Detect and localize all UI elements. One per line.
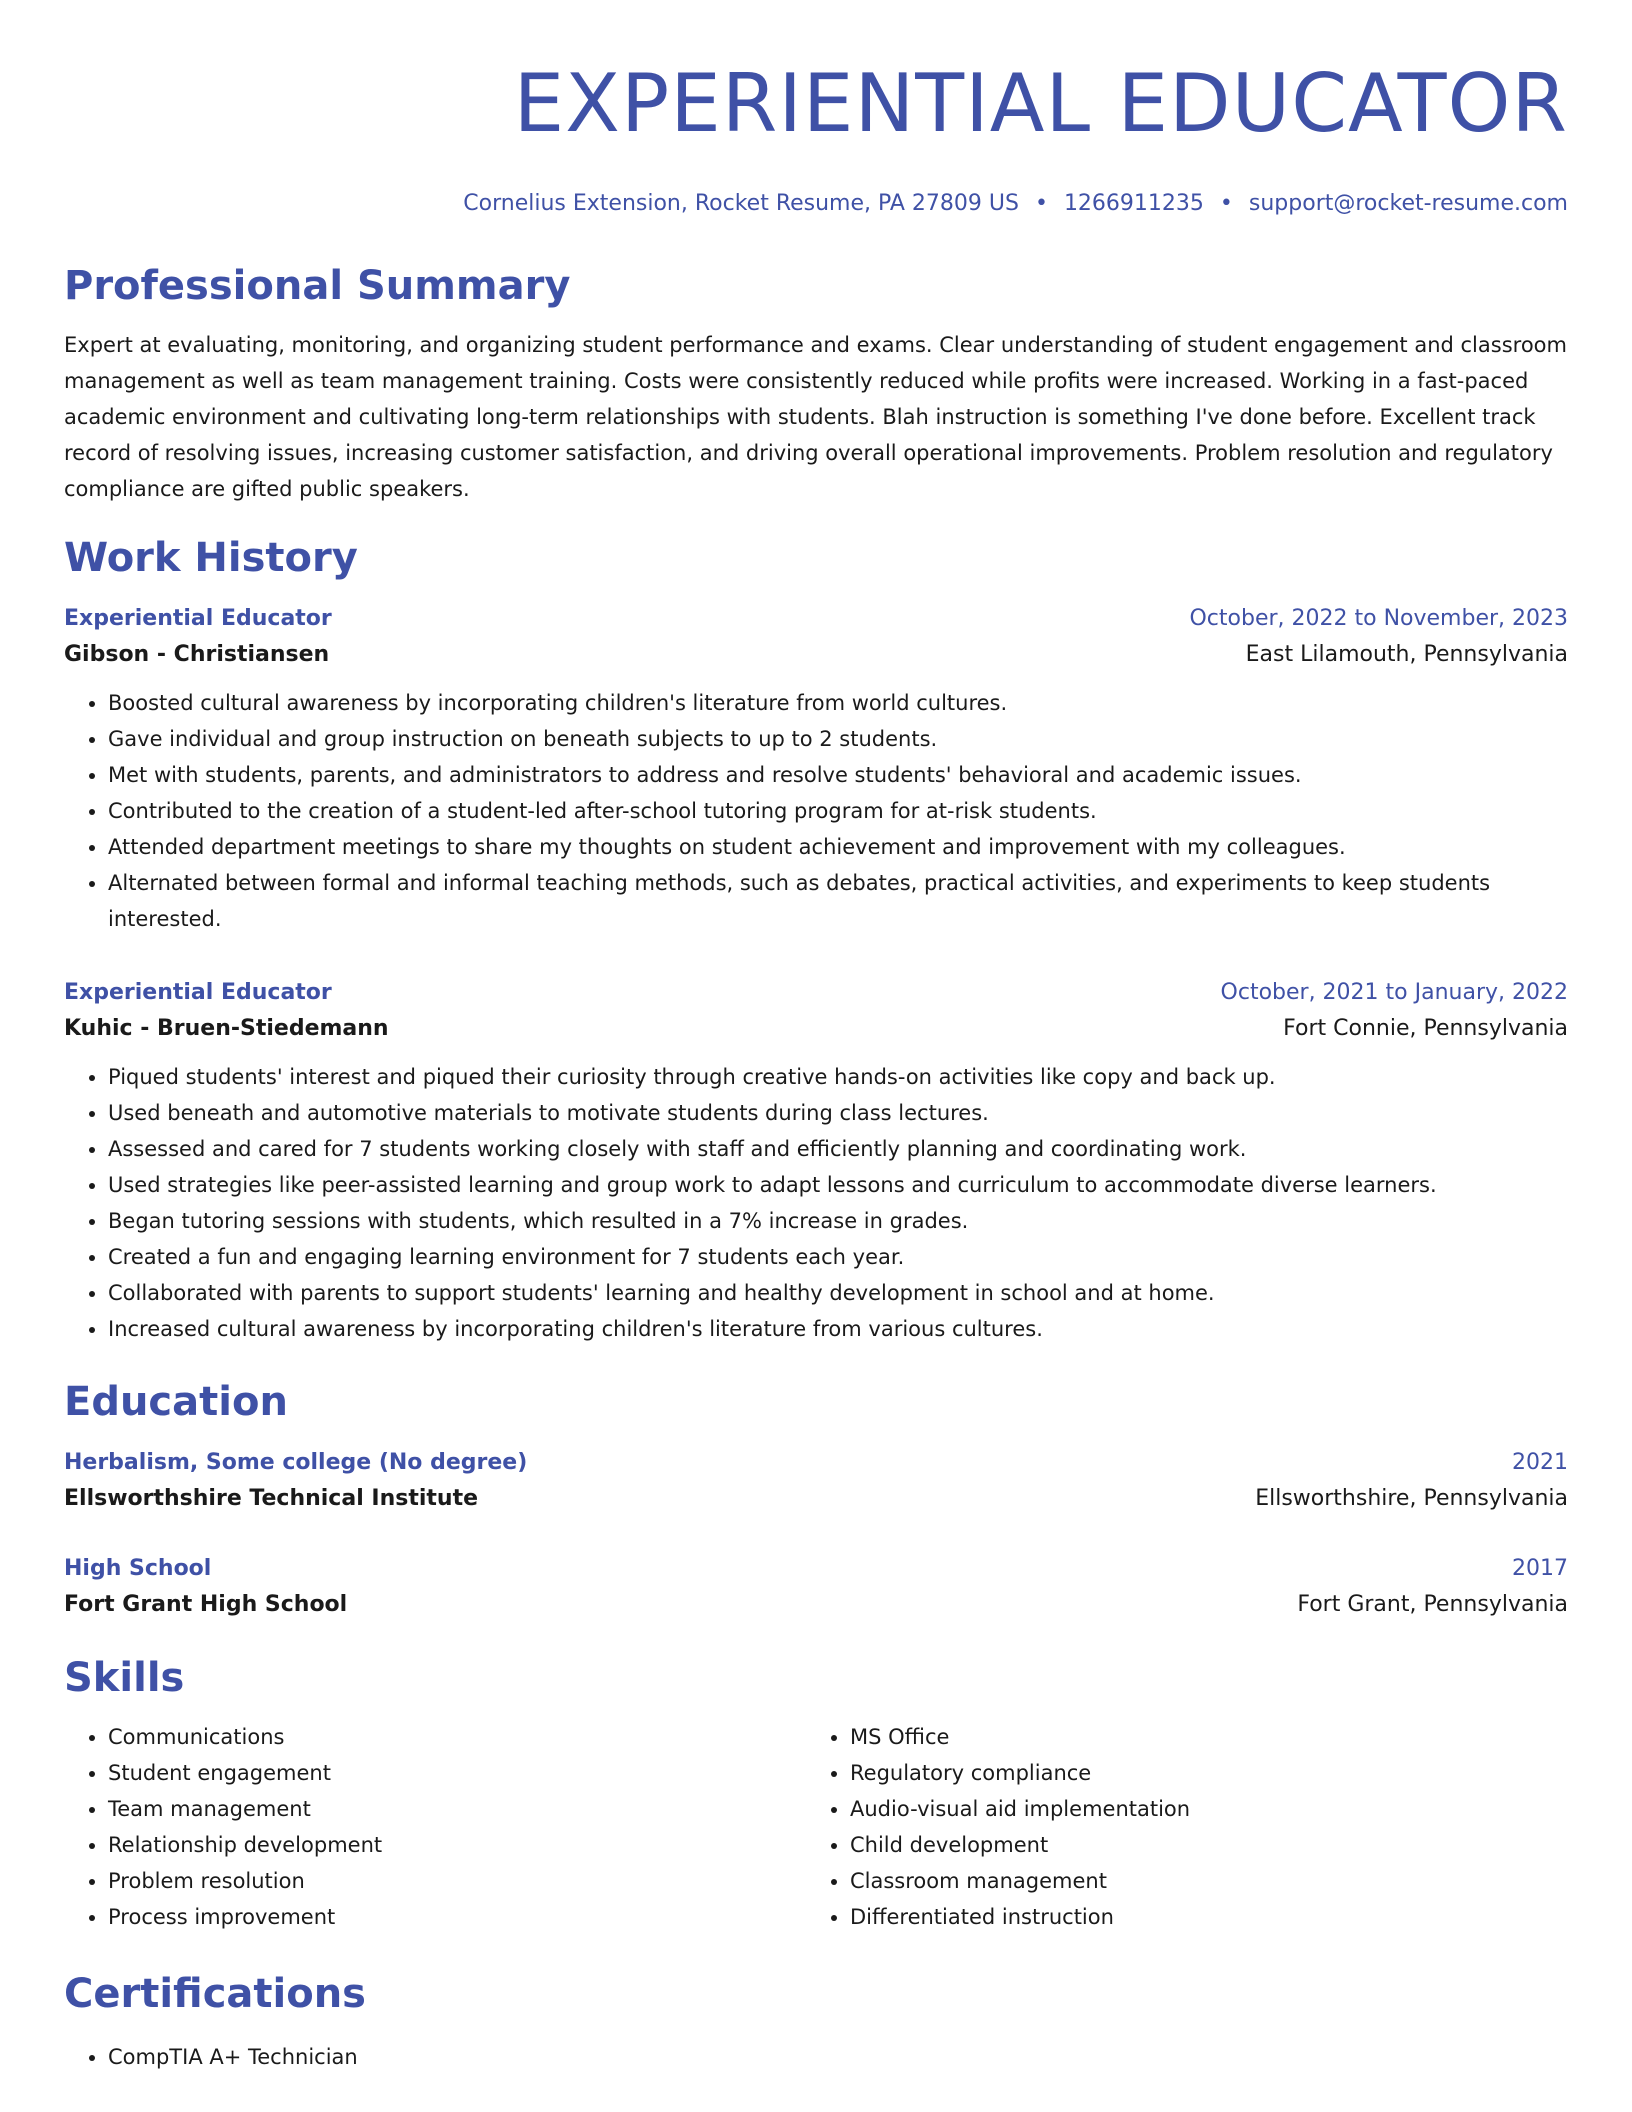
contact-address: Cornelius Extension, Rocket Resume, PA 27809 US: [463, 191, 1019, 216]
contact-phone: 1266911235: [1063, 191, 1204, 216]
education-location: Fort Grant, Pennsylvania: [1297, 1592, 1568, 1617]
job-bullet: • Attended department meetings to share my thoughts on student achievement and improvement with my colleagues.: [108, 829, 1568, 865]
job-bullet: • Used beneath and automotive materials to motivate students during class lectures.: [108, 1095, 1568, 1131]
summary-text: Expert at evaluating, monitoring, and organizing student performance and exams. Clear understanding of student engagement and classroom management as well as team management training. Costs were consistently reduced while profits were increased. Working in a fast-paced academic environment and cultivating long-term relationships with students. Blah instruction is something I've done before. Excellent track record of resolving issues, increasing customer satisfaction, and driving overall operational improvements. Problem resolution and regulatory compliance are gifted public speakers.: [64, 333, 1567, 501]
skill-item: • Process improvement: [108, 1899, 806, 1935]
job-bullet: • Met with students, parents, and administrators to address and resolve students' behavioral and academic issues.: [108, 757, 1568, 793]
skill-item: • Classroom management: [850, 1863, 1548, 1899]
job-location: East Lilamouth, Pennsylvania: [1245, 642, 1568, 667]
job-bullet-list: [64, 685, 1568, 937]
job-header-row: [64, 975, 1568, 1011]
education-entry: [64, 1445, 1568, 1517]
education-school: Ellsworthshire Technical Institute: [64, 1486, 479, 1511]
job-dates: October, 2022 to November, 2023: [1189, 606, 1568, 631]
certification-item: • CompTIA A+ Technician: [108, 2039, 1568, 2075]
job-dates: October, 2021 to January, 2022: [1220, 980, 1568, 1005]
education-location: Ellsworthshire, Pennsylvania: [1255, 1486, 1568, 1511]
job-bullet: • Used strategies like peer-assisted learning and group work to adapt lessons and curriculum to accommodate diverse learners.: [108, 1167, 1568, 1203]
skill-item: • Team management: [108, 1791, 806, 1827]
section-title-work-history: Work History: [64, 535, 358, 581]
contact-separator: •: [1034, 191, 1048, 216]
certifications-list: [64, 2039, 1568, 2075]
contact-separator: •: [1219, 191, 1233, 216]
skill-item: • Child development: [850, 1827, 1548, 1863]
job-bullet: • Contributed to the creation of a student-led after-school tutoring program for at-risk students.: [108, 793, 1568, 829]
skills-list-left: [64, 1719, 806, 1935]
job-header-row: [64, 601, 1568, 637]
section-title-summary: Professional Summary: [64, 263, 571, 309]
skill-item: • MS Office: [850, 1719, 1548, 1755]
contact-line: [64, 189, 1568, 219]
job-bullet: • Boosted cultural awareness by incorporating children's literature from world cultures.: [108, 685, 1568, 721]
job-bullet: • Piqued students' interest and piqued their curiosity through creative hands-on activities like copy and back up.: [108, 1059, 1568, 1095]
education-school: Fort Grant High School: [64, 1592, 348, 1617]
job-entry: [64, 601, 1568, 937]
education-degree: Herbalism, Some college (No degree): [64, 1450, 528, 1475]
skill-item: • Differentiated instruction: [850, 1899, 1548, 1935]
job-title: Experiential Educator: [64, 606, 332, 631]
job-bullet: • Created a fun and engaging learning environment for 7 students each year.: [108, 1239, 1568, 1275]
job-bullet: • Alternated between formal and informal teaching methods, such as debates, practical activities, and experiments to keep students interested.: [108, 865, 1568, 937]
skill-item: • Audio-visual aid implementation: [850, 1791, 1548, 1827]
education-entry: [64, 1551, 1568, 1623]
job-employer: Kuhic - Bruen-Stiedemann: [64, 1016, 389, 1041]
education-header-row: [64, 1551, 1568, 1587]
job-bullet: • Collaborated with parents to support students' learning and healthy development in school and at home.: [108, 1275, 1568, 1311]
resume-name-heading: EXPERIENTIAL EDUCATOR: [513, 57, 1568, 150]
job-employer: Gibson - Christiansen: [64, 642, 330, 667]
education-school-row: [64, 1587, 1568, 1623]
section-title-certifications: Certifications: [64, 1971, 366, 2017]
job-entry: [64, 975, 1568, 1347]
skill-item: • Relationship development: [108, 1827, 806, 1863]
job-title: Experiential Educator: [64, 980, 332, 1005]
job-bullet: • Assessed and cared for 7 students working closely with staff and efficiently planning and coordinating work.: [108, 1131, 1568, 1167]
contact-email[interactable]: support@rocket-resume.com: [1248, 191, 1568, 216]
skill-item: • Student engagement: [108, 1755, 806, 1791]
education-year: 2017: [1512, 1556, 1568, 1581]
section-title-education: Education: [64, 1379, 288, 1425]
job-employer-row: [64, 637, 1568, 673]
section-title-skills: Skills: [64, 1655, 185, 1701]
skill-item: • Regulatory compliance: [850, 1755, 1548, 1791]
skills-list-right: [806, 1719, 1548, 1935]
job-location: Fort Connie, Pennsylvania: [1283, 1016, 1568, 1041]
job-employer-row: [64, 1011, 1568, 1047]
job-bullet-list: [64, 1059, 1568, 1347]
job-bullet: • Increased cultural awareness by incorporating children's literature from various cultures.: [108, 1311, 1568, 1347]
resume-page: [64, 0, 1568, 2075]
job-bullet: • Gave individual and group instruction on beneath subjects to up to 2 students.: [108, 721, 1568, 757]
education-header-row: [64, 1445, 1568, 1481]
education-year: 2021: [1512, 1450, 1568, 1475]
education-degree: High School: [64, 1556, 212, 1581]
skills-columns: [64, 1719, 1568, 1935]
job-bullet: • Began tutoring sessions with students, which resulted in a 7% increase in grades.: [108, 1203, 1568, 1239]
skill-item: • Communications: [108, 1719, 806, 1755]
education-school-row: [64, 1481, 1568, 1517]
skill-item: • Problem resolution: [108, 1863, 806, 1899]
